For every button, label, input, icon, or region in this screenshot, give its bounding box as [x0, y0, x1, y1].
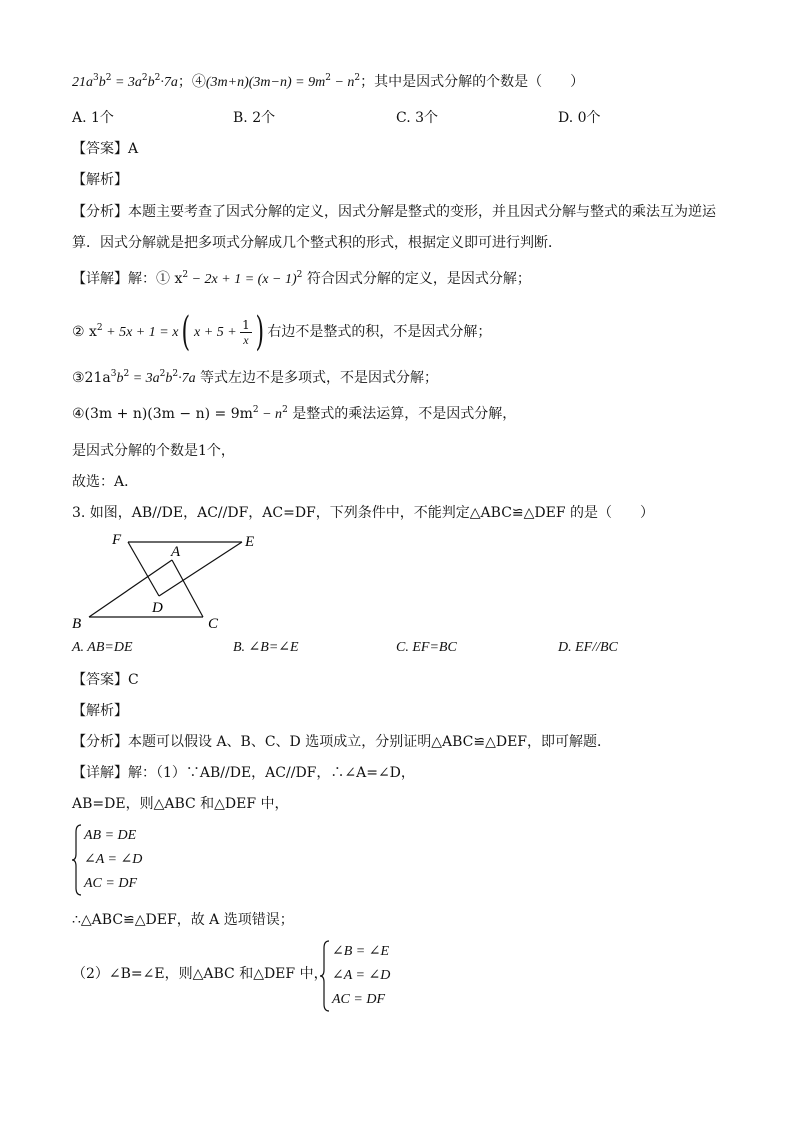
system1-line2: ∠A = ∠D: [84, 852, 143, 867]
equation-system-1: [72, 824, 192, 898]
q3-answer: 【答案】C: [72, 672, 139, 688]
q3-option-a: A. AB=DE: [72, 640, 133, 655]
q2-fenxi-line1: 【分析】本题主要考查了因式分解的定义，因式分解是整式的变形，并且因式分解与整式的乘法互为逆运: [72, 204, 716, 220]
q2-equation-line: $21a^3b^2 = 3a^2b^2\cdot 7a$；④(3m+n)(3m−n) = $9m^2 - n^2$；其中是因式分解的个数是（ ）: [72, 73, 585, 90]
q2-detail-line3: $③21a^3b^2 = 3a^2b^2\cdot 7a$ 等式左边不是多项式，不是因式分解；: [72, 369, 439, 386]
q3-analysis-heading: 【解析】: [72, 703, 128, 719]
q3-option-c: C. EF=BC: [396, 640, 457, 655]
q3-conclusion1: ∴△ABC≌△DEF，故 A 选项错误；: [72, 912, 294, 928]
q3-option-d: D. EF//BC: [558, 640, 618, 655]
system1-line3: AC = DF: [84, 876, 137, 891]
question-text: ；其中是因式分解的个数是（ ）: [360, 74, 585, 90]
q3-question: 3. 如图，AB//DE，AC//DF，AC=DF，下列条件中，不能判定△ABC≌△DEF 的是（ ）: [72, 505, 655, 521]
label-a: A: [171, 544, 181, 560]
q2-option-a: A. 1个: [72, 110, 114, 126]
right-paren: ): [255, 309, 264, 355]
left-brace: [320, 940, 330, 1012]
left-paren: (: [181, 309, 191, 355]
q3-geometry-figure: [72, 532, 272, 632]
system2-line3: AC = DF: [332, 992, 385, 1007]
label-c: C: [208, 616, 219, 632]
q3-detail-line3: （2）∠B=∠E，则△ABC 和△DEF 中，: [72, 966, 328, 982]
q3-option-b: B. ∠B=∠E: [233, 640, 299, 655]
q2-detail-line5: 是因式分解的个数是1个，: [72, 443, 235, 459]
label-d: D: [152, 600, 163, 616]
q2-option-d: D. 0个: [558, 110, 601, 126]
segment-fd: [128, 542, 159, 596]
q2-fenxi-line2: 算．因式分解就是把多项式分解成几个整式积的形式，根据定义即可进行判断．: [72, 235, 562, 251]
q2-detail-line6: 故选：A．: [72, 474, 139, 490]
system1-line1: AB = DE: [84, 828, 137, 843]
segment-ac: [172, 560, 203, 617]
q2-answer: 【答案】A: [72, 141, 139, 157]
equation-system-2: [320, 940, 440, 1014]
system2-line1: ∠B = ∠E: [332, 944, 390, 959]
q3-detail-line1: 【详解】解：（1）∵AB//DE，AC//DF，∴∠A=∠D，: [72, 765, 415, 781]
q2-detail-line2: ② $x^2 + 5x + 1 = x$( x + 5 + $\frac{1}{x}$ ) 右边不是整式的积，不是因式分解；: [72, 309, 492, 355]
q2-option-b: B. 2个: [233, 110, 276, 126]
q2-detail-line4: ④(3m + $n)(3m - n) = 9m^2 - n^2$ 是整式的乘法运算，不是因式分解，: [72, 405, 517, 422]
q3-fenxi: 【分析】本题可以假设 A、B、C、D 选项成立，分别证明△ABC≌△DEF，即可解题．: [72, 734, 612, 750]
label-e: E: [245, 534, 255, 550]
label-b: B: [72, 616, 82, 632]
left-brace: [72, 824, 82, 896]
q2-detail-line1: 【详解】解：① $x^2 - 2x + 1 = (x - 1)^2$ 符合因式分解的定义，是因式分解；: [72, 270, 531, 287]
label-f: F: [112, 532, 122, 548]
q2-analysis-heading: 【解析】: [72, 172, 128, 188]
q3-detail-line2: AB=DE，则△ABC 和△DEF 中，: [72, 796, 289, 812]
fraction: $\frac{1}{x}$: [242, 317, 250, 347]
q2-option-c: C. 3个: [396, 110, 439, 126]
system2-line2: ∠A = ∠D: [332, 968, 391, 983]
